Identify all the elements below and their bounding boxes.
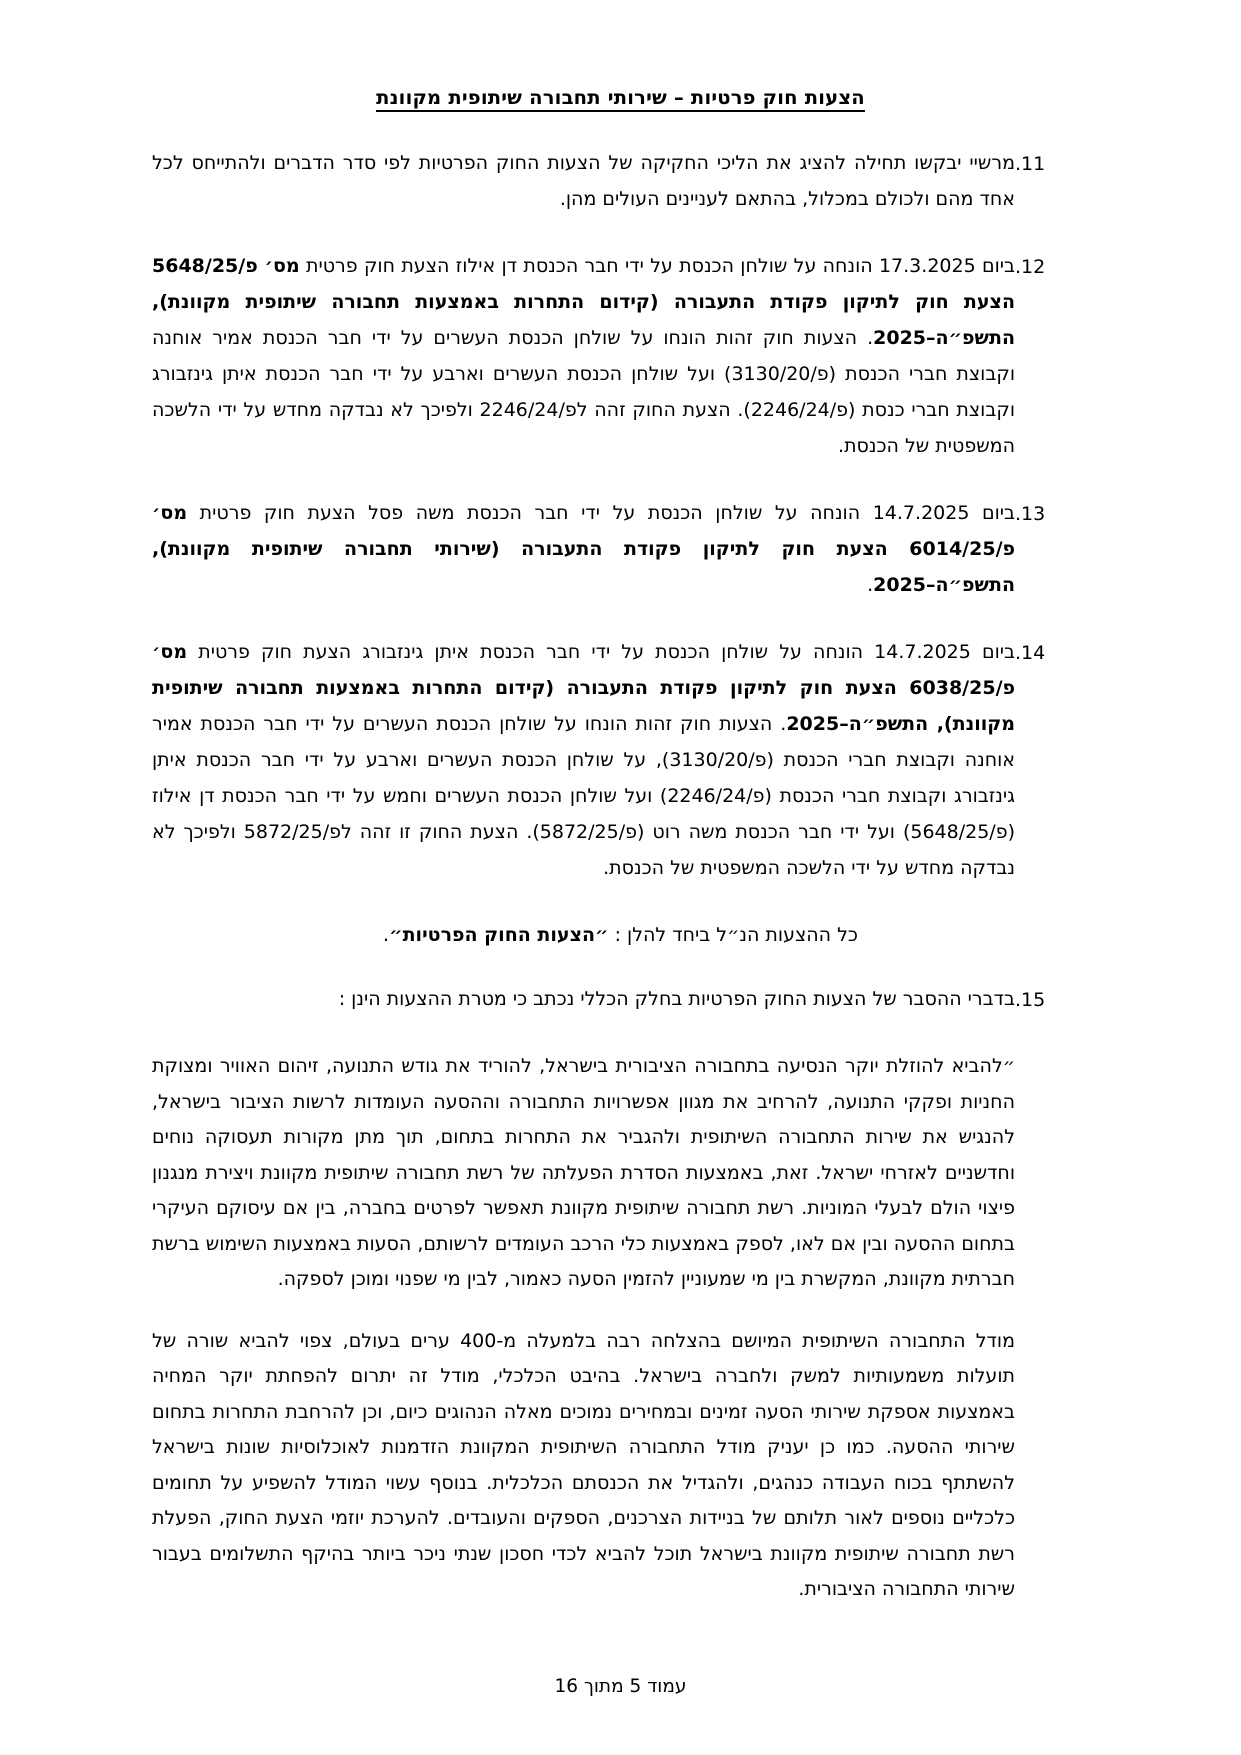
clause-text-tail: . הצעות חוק זהות הונחו על שולחן הכנסת העשרים על ידי חבר הכנסת אמיר אוחנה וקבוצת חברי הכנסת (פ/3130/20), על שולחן הכנסת העשרים וארבע על ידי חבר הכנסת איתן גינזבורג וקבוצת חברי הכנסת (פ/2246/24) ועל שולחן הכנסת העשרים וחמש על ידי חבר הכנסת דן אילוז (פ/5648/25) ועל ידי חבר הכנסת משה רוט (פ/5872/25). הצעת החוק זו זהה לפ/5872/25 ולפיכך לא נבדקה מחדש על ידי הלשכה המשפטית של הכנסת. [152,713,1016,879]
clause-text-lead: ביום 14.7.2025 הונחה על שולחן הכנסת על ידי חבר הכנסת איתן גינזבורג הצעת חוק פרטית [187,641,1015,663]
clause-12 [152,248,1089,464]
note-prefix: כל ההצעות הנ״ל ביחד להלן : [608,924,858,946]
note-suffix: . [383,924,390,946]
clause-text: בדברי ההסבר של הצעות החוק הפרטיות בחלק הכללי נכתב כי מטרת ההצעות הינן : [338,988,1015,1010]
clause-15 [152,981,1089,1018]
clause-text-lead: ביום 14.7.2025 הונחה על שולחן הכנסת על ידי חבר הכנסת משה פסל הצעת חוק פרטית [187,502,1016,524]
clause-14 [152,634,1089,886]
clause-13 [152,495,1089,603]
clause-text [152,495,1015,603]
page-number-label: עמוד 5 מתוך 16 [554,1676,687,1697]
clause-number: .15 [1015,989,1046,1011]
quote-paragraph-1: ״להביא להוזלת יוקר הנסיעה בתחבורה הציבורית בישראל, להוריד את גודש התנועה, זיהום האוויר ומצוקת החניות ופקקי התנועה, להרחיב את מגוון אפשרויות התחבורה וההסעה העומדות לרשות הציבור בישראל, להנגיש את שירות התחבורה השיתופית ולהגביר את התחרות בתחום, תוך מתן מקורות תעסוקה נוחים וחדשניים לאזרחי ישראל. זאת, באמצעות הסדרת הפעלתה של רשת תחבורה שיתופית מקוונת ויצירת מנגנון פיצוי הולם לבעלי המוניות. רשת תחבורה שיתופית מקוונת תאפשר לפרטים בחברה, בין אם עיסוקם העיקרי בתחום ההסעה ובין אם לאו, לספק באמצעות כלי הרכב העומדים לרשותם, הסעות באמצעות השימוש ברשת חברתית מקוונת, המקשרת בין מי שמעוניין להזמין הסעה כאמור, לבין מי שפנוי ומוכן לספקה. [152,1055,1015,1290]
bill-title-bold: מס׳ פ/6038/25 הצעת חוק לתיקון פקודת התעבורה (קידום התחרות באמצעות תחבורה שיתופית מקוונת), התשפ״ה–2025 [152,641,1015,735]
collective-definition-note [152,917,1089,953]
clause-text: מרשיי יבקשו תחילה להציג את הליכי החקיקה של הצעות החוק הפרטיות לפי סדר הדברים ולהתייחס לכל אחד מהם ולכולם במכלול, בהתאם לעניינים העולים מהן. [152,152,1015,210]
clause-text [152,634,1015,886]
clause-number: .13 [1015,503,1046,525]
page-footer [0,1676,1241,1697]
page-title [152,86,1089,111]
quote-paragraph-2: מודל התחבורה השיתופית המיושם בהצלחה רבה בלמעלה מ-400 ערים בעולם, צפוי להביא שורה של תועלות משמעותיות למשק ולחברה בישראל. בהיבט הכלכלי, מודל זה יתרום להפחתת יוקר המחיה באמצעות אספקת שירותי הסעה זמינים ובמחירים נמוכים מאלה הנהוגים כיום, וכן להרחבת התחרות בתחום שירותי ההסעה. כמו כן יעניק מודל התחבורה השיתופית המקוונת הזדמנות לאוכלוסיות שונות בישראל להשתתף בכוח העבודה כנהגים, ולהגדיל את הכנסתם הכלכלית. בנוסף עשוי המודל להשפיע על תחומים כלכליים נוספים לאור תלותם של בניידות הצרכנים, הספקים והעובדים. להערכת יוזמי הצעת החוק, הפעלת רשת תחבורה שיתופית מקוונת בישראל תוכל להביא לכדי חסכון שנתי ניכר ביותר בהיקף התשלומים בעבור שירותי התחבורה הציבורית. [152,1329,1015,1600]
defined-term: ״הצעות החוק הפרטיות״ [389,924,609,946]
bill-title-bold: מס׳ פ/5648/25 הצעת חוק לתיקון פקודת התעבורה (קידום התחרות באמצעות תחבורה שיתופית מקוונת), התשפ״ה–2025 [152,255,1015,349]
clause-11 [152,145,1089,217]
clause-number: .11 [1015,153,1046,175]
clause-text [152,248,1015,464]
clause-text-tail: . [867,574,874,596]
clause-number: .12 [1015,256,1046,278]
quoted-explanatory-notes [152,1049,1089,1608]
clause-number: .14 [1015,642,1046,664]
page-title-text: הצעות חוק פרטיות – שירותי תחבורה שיתופית מקוונת [376,86,865,112]
bill-title-bold: מס׳ פ/6014/25 הצעת חוק לתיקון פקודת התעבורה (שירותי תחבורה שיתופית מקוונת), התשפ״ה–2025 [152,502,1015,596]
clause-text-lead: ביום 17.3.2025 הונחה על שולחן הכנסת על ידי חבר הכנסת דן אילוז הצעת חוק פרטית [299,255,1015,277]
clause-text-tail: . הצעות חוק זהות הונחו על שולחן הכנסת העשרים על ידי חבר הכנסת אמיר אוחנה וקבוצת חברי הכנסת (פ/3130/20) ועל שולחן הכנסת העשרים וארבע על ידי חבר הכנסת איתן גינזבורג וקבוצת חברי כנסת (פ/2246/24). הצעת החוק זהה לפ/2246/24 ולפיכך לא נבדקה מחדש על ידי הלשכה המשפטית של הכנסת. [152,327,1015,457]
